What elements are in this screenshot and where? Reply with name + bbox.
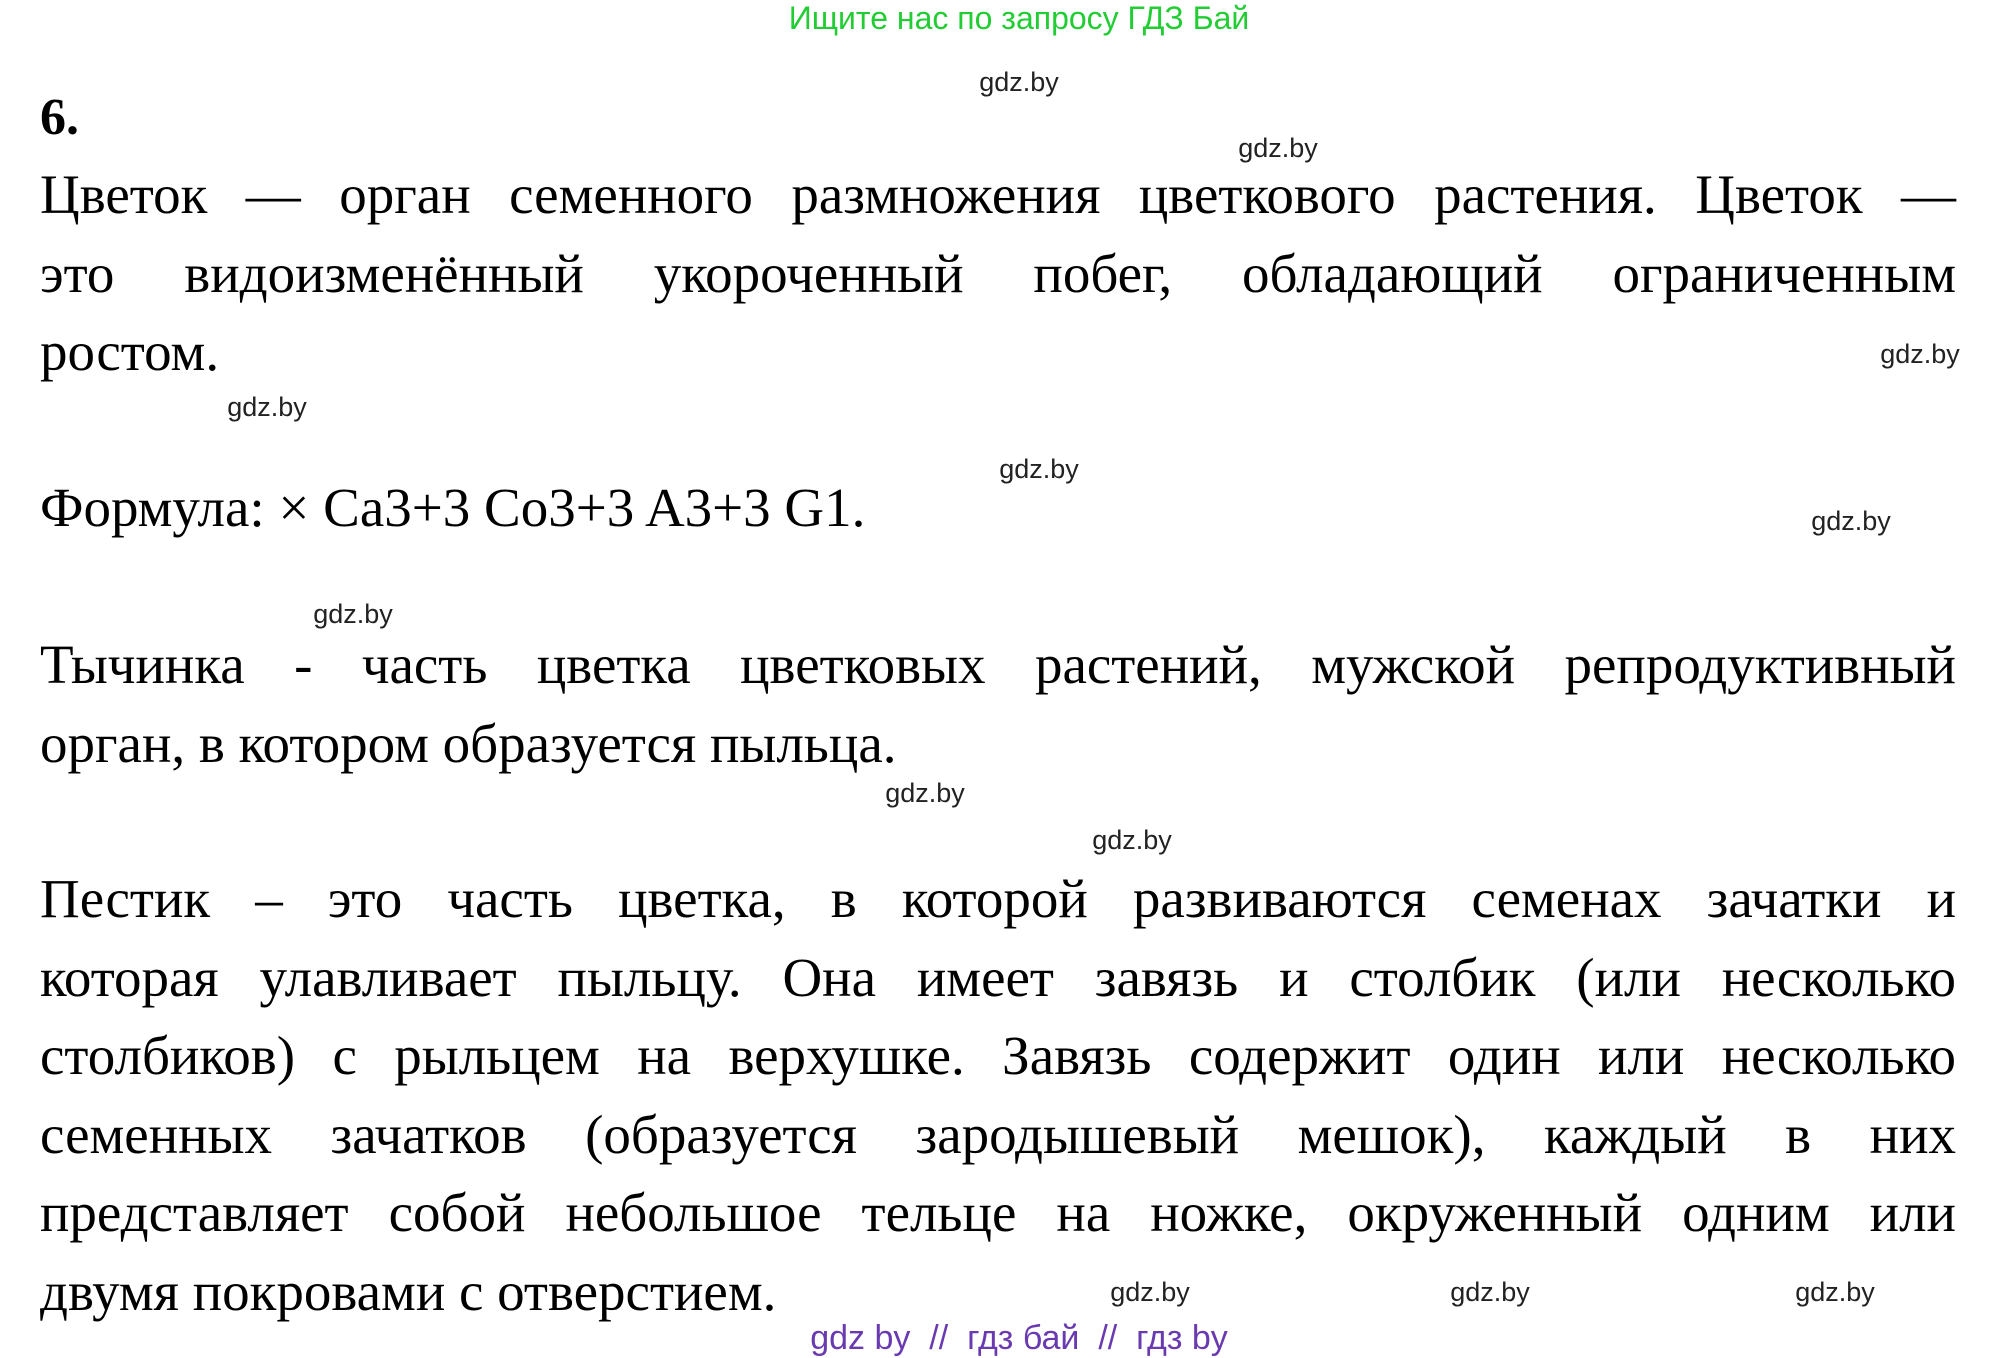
paragraph-4-line: представляет собой небольшое тельце на ножке, окруженный одним или — [40, 1182, 1956, 1243]
paragraph-4-line: двумя покровами с отверстием. — [40, 1260, 777, 1322]
watermark: gdz.by — [1110, 1277, 1190, 1307]
watermark: gdz.by — [1238, 133, 1318, 163]
paragraph-4-line: семенных зачатков (образуется зародышевый мешок), каждый в них — [40, 1103, 1956, 1165]
watermark: gdz.by — [1880, 339, 1960, 369]
paragraph-3-line: орган, в котором образуется пыльца. — [40, 712, 897, 774]
watermark: gdz.by — [1450, 1277, 1530, 1307]
watermark: gdz.by — [1795, 1277, 1875, 1307]
task-number: 6. — [40, 89, 79, 146]
watermark: gdz.by — [1811, 506, 1891, 536]
paragraph-1-line: ростом. — [40, 321, 220, 382]
watermark: gdz.by — [313, 599, 393, 629]
watermark: gdz.by — [999, 454, 1079, 484]
paragraph-4-line: которая улавливает пыльцу. Она имеет завязь и столбик (или несколько — [40, 946, 1956, 1008]
paragraph-3-line: Тычинка - часть цветка цветковых растений, мужской репродуктивный — [40, 634, 1956, 695]
watermark: gdz.by — [979, 67, 1059, 97]
paragraph-2-line: Формула: × Ca3+3 Co3+3 A3+3 G1. — [40, 477, 866, 538]
watermark: gdz.by — [885, 778, 965, 808]
search-hint-banner: Ищите нас по запросу ГДЗ Бай — [788, 0, 1250, 36]
footer-links: gdz by // гдз бай // гдз by — [810, 1319, 1228, 1357]
paragraph-4-line: столбиков) с рыльцем на верхушке. Завязь содержит один или несколько — [40, 1025, 1956, 1086]
watermark: gdz.by — [227, 392, 307, 422]
paragraph-4-line: Пестик – это часть цветка, в которой развиваются семенах зачатки и — [40, 868, 1956, 929]
watermark: gdz.by — [1092, 825, 1172, 855]
paragraph-1-line: это видоизменённый укороченный побег, обладающий ограниченным — [40, 242, 1956, 304]
paragraph-1-line: Цветок — орган семенного размножения цветкового растения. Цветок — — [40, 164, 1956, 225]
